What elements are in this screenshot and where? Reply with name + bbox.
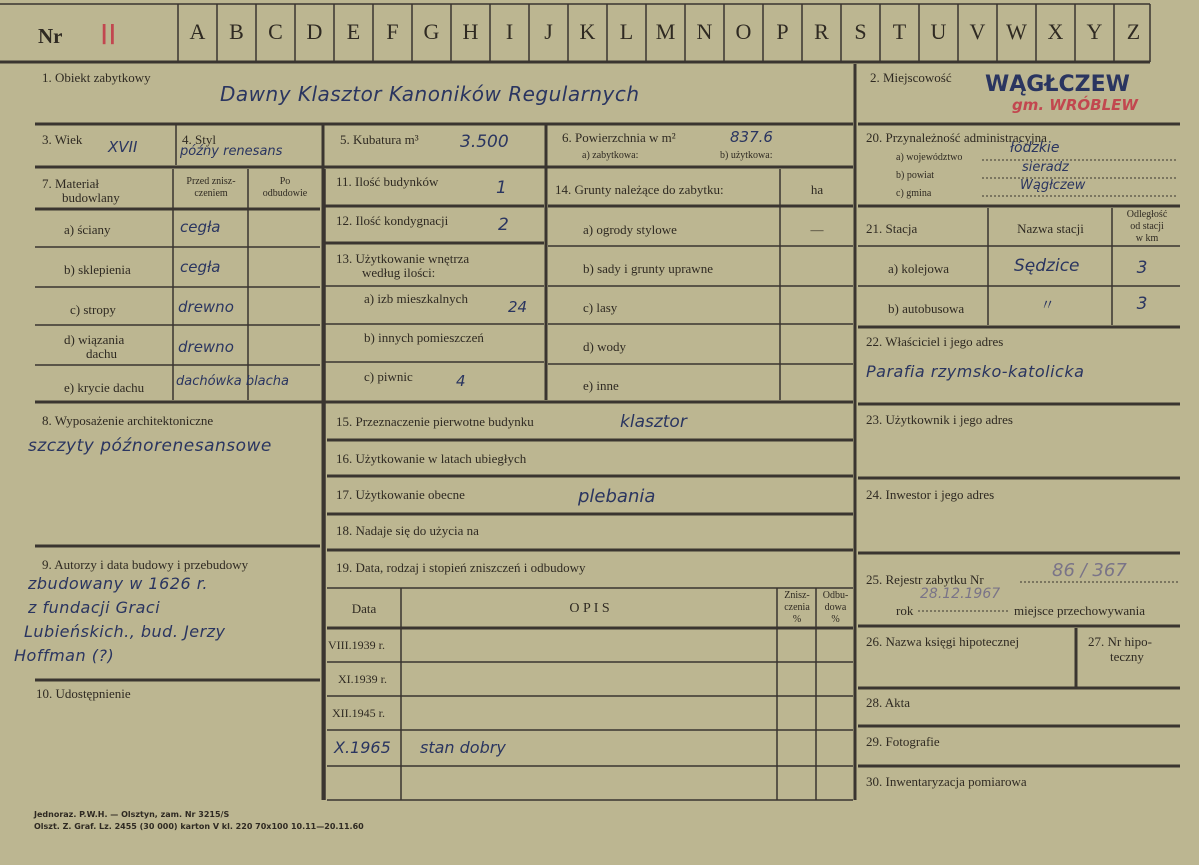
index-letter-m: M — [655, 19, 676, 44]
f24-label: 24. Inwestor i jego adres — [866, 487, 995, 502]
index-letter-x: X — [1047, 19, 1064, 44]
f7-label: 7. Materiał — [42, 176, 100, 191]
f21-b-dist: 3 — [1136, 294, 1148, 314]
f7-col-after-2: odbudowie — [262, 188, 308, 199]
index-letter-o: O — [735, 19, 752, 44]
f19-col-zn: Znisz- — [784, 590, 810, 601]
f13-a-label: a) izb mieszkalnych — [364, 291, 468, 306]
f14-row-e-label: e) inne — [583, 378, 619, 393]
f13-label: 13. Użytkowanie wnętrza — [336, 251, 470, 266]
f7-col-after: Po — [279, 176, 291, 187]
f27-label: 27. Nr hipo- — [1088, 634, 1152, 649]
f19-row-2-date: XI.1939 r. — [338, 672, 387, 686]
index-letter-h: H — [462, 19, 479, 44]
f12-value: 2 — [498, 215, 509, 235]
index-letter-z: Z — [1126, 19, 1141, 44]
f19-col-od-3: % — [831, 614, 840, 625]
f7-col-before: Przed znisz- — [186, 176, 236, 187]
f2-sub: gm. WRÓBLEW — [1012, 96, 1138, 114]
f14-row-a-value: — — [810, 222, 824, 237]
f7-row-a-label: a) ściany — [64, 222, 111, 237]
f21-a-name: Sędzice — [1014, 256, 1080, 276]
f21-col-dist-2: od stacji — [1130, 221, 1164, 232]
f14-row-c-label: c) lasy — [583, 300, 618, 315]
f20-label: 20. Przynależność administracyjna — [866, 130, 1047, 145]
f21-col-dist-3: w km — [1135, 233, 1159, 244]
index-letter-k: K — [579, 19, 596, 44]
footer-line-1: Jednoraz. P.W.H. — Olsztyn, zam. Nr 3215/S — [34, 810, 230, 819]
index-letter-e: E — [346, 19, 361, 44]
f2-value: WĄGŁCZEW — [985, 72, 1130, 97]
f19-label: 19. Data, rodzaj i stopień zniszczeń i odbudowy — [336, 560, 586, 575]
f16-label: 16. Użytkowanie w latach ubiegłych — [336, 451, 527, 466]
index-letter-w: W — [1006, 19, 1027, 44]
f7-row-c-value: drewno — [178, 298, 234, 316]
f17-value: plebania — [578, 486, 656, 507]
index-letter-r: R — [814, 19, 829, 44]
index-letter-f: F — [386, 19, 399, 44]
f19-row-4-date: X.1965 — [334, 738, 391, 757]
f20-b-value: sieradz — [1022, 160, 1069, 175]
f14-row-d-label: d) wody — [583, 339, 626, 354]
f19-row-3-date: XII.1945 r. — [332, 706, 385, 720]
f11-label: 11. Ilość budynków — [336, 174, 439, 189]
f5-value: 3.500 — [460, 132, 509, 152]
f21-b-label: b) autobusowa — [888, 301, 965, 316]
f7-row-b-value: cegła — [180, 258, 221, 276]
f7-row-e-value: dachówka blacha — [176, 374, 290, 389]
f25-miejsce: miejsce przechowywania — [1014, 603, 1146, 618]
f7-row-d-label: d) wiązania — [64, 332, 125, 347]
f7-label-2: budowlany — [62, 190, 120, 205]
f19-col-od: Odbu- — [822, 590, 849, 601]
f9-label: 9. Autorzy i data budowy i przebudowy — [42, 557, 249, 572]
f19-col-od-2: dowa — [824, 602, 847, 613]
f19-row-4-opis: stan dobry — [420, 738, 506, 757]
f19-col-opis: O P I S — [569, 601, 610, 616]
f15-label: 15. Przeznaczenie pierwotne budynku — [336, 414, 534, 429]
f9-line-4: Hoffman (?) — [14, 646, 115, 665]
index-letter-v: V — [969, 19, 986, 44]
f13-c-value: 4 — [456, 372, 466, 390]
f14-unit: ha — [810, 182, 824, 197]
f20-c-value: Wągłczew — [1020, 178, 1086, 193]
f21-a-label: a) kolejowa — [888, 261, 950, 276]
f25-label: 25. Rejestr zabytku Nr — [866, 572, 984, 587]
f25-rok-label: rok — [896, 603, 914, 618]
f21-label: 21. Stacja — [866, 221, 918, 236]
f25-rok-value: 28.12.1967 — [920, 586, 1001, 602]
index-letter-n: N — [696, 19, 713, 44]
f23-label: 23. Użytkownik i jego adres — [866, 412, 1013, 427]
index-letter-a: A — [189, 19, 206, 44]
f7-row-c-label: c) stropy — [70, 302, 116, 317]
f9-line-1: zbudowany w 1626 r. — [28, 574, 208, 593]
f30-label: 30. Inwentaryzacja pomiarowa — [866, 774, 1027, 789]
f19-col-zn-3: % — [792, 614, 802, 625]
f22-value: Parafia rzymsko-katolicka — [866, 362, 1085, 381]
index-letter-c: C — [268, 19, 283, 44]
f21-col-name: Nazwa stacji — [1017, 221, 1084, 236]
f6-value: 837.6 — [730, 128, 773, 146]
f11-value: 1 — [496, 178, 507, 198]
index-letter-g: G — [423, 19, 440, 44]
f27-label-2: teczny — [1110, 649, 1144, 664]
f6-sub-b: b) użytkowa: — [720, 150, 773, 161]
index-letter-d: D — [306, 19, 323, 44]
f10-label: 10. Udostępnienie — [36, 686, 131, 701]
f13-c-label: c) piwnic — [364, 369, 413, 384]
f14-label: 14. Grunty należące do zabytku: — [555, 182, 724, 197]
f7-row-e-label: e) krycie dachu — [64, 380, 145, 395]
f3-label: 3. Wiek — [42, 132, 83, 147]
f21-col-dist: Odległość — [1126, 209, 1168, 220]
f22-label: 22. Właściciel i jego adres — [866, 334, 1004, 349]
f7-row-d-value: drewno — [178, 338, 234, 356]
f7-row-a-value: cegła — [180, 218, 221, 236]
f9-line-3: Lubieńskich., bud. Jerzy — [24, 622, 226, 641]
f19-col-zn-2: czenia — [784, 602, 810, 613]
f5-label: 5. Kubatura m³ — [340, 132, 419, 147]
f13-label-2: według ilości: — [362, 265, 436, 280]
index-letter-l: L — [619, 19, 634, 44]
f7-row-d-label-2: dachu — [86, 346, 118, 361]
nr-value: II — [100, 18, 117, 51]
index-letter-t: T — [892, 19, 907, 44]
f13-b-label: b) innych pomieszczeń — [364, 330, 484, 345]
index-letter-i: I — [505, 19, 514, 44]
f13-a-value: 24 — [508, 298, 528, 316]
f2-label: 2. Miejscowość — [870, 70, 952, 85]
f4-value: późny renesans — [180, 144, 283, 159]
f17-label: 17. Użytkowanie obecne — [336, 487, 465, 502]
f6-sub-a: a) zabytkowa: — [582, 150, 639, 161]
f3-value: XVII — [108, 138, 138, 156]
f1-value: Dawny Klasztor Kanoników Regularnych — [220, 82, 640, 106]
f28-label: 28. Akta — [866, 695, 911, 710]
f21-a-dist: 3 — [1136, 258, 1148, 278]
f20-b-label: b) powiat — [896, 170, 935, 181]
index-letter-p: P — [776, 19, 789, 44]
index-letter-s: S — [854, 19, 867, 44]
f8-label: 8. Wyposażenie architektoniczne — [42, 413, 214, 428]
f20-a-label: a) województwo — [896, 152, 963, 163]
f21-b-name: 〃 — [1040, 296, 1056, 314]
index-letter-y: Y — [1086, 19, 1103, 44]
f8-value: szczyty późnorenesansowe — [28, 436, 272, 456]
index-letter-b: B — [229, 19, 244, 44]
f19-row-1-date: VIII.1939 r. — [328, 638, 385, 652]
f14-row-a-label: a) ogrody stylowe — [583, 222, 677, 237]
f26-label: 26. Nazwa księgi hipotecznej — [866, 634, 1020, 649]
f20-c-label: c) gmina — [896, 188, 932, 199]
f9-line-2: z fundacji Graci — [28, 598, 161, 617]
f18-label: 18. Nadaje się do użycia na — [336, 523, 479, 538]
f25-value: 86 / 367 — [1052, 560, 1127, 581]
footer-line-2: Olszt. Z. Graf. Lz. 2455 (30 000) karton V kl. 220 70x100 10.11—20.11.60 — [34, 822, 364, 831]
f20-a-value: łódzkie — [1010, 140, 1060, 156]
f7-col-before-2: czeniem — [194, 188, 228, 199]
f12-label: 12. Ilość kondygnacji — [336, 213, 449, 228]
nr-label: Nr — [38, 24, 63, 48]
f4-label: 4. Styl — [182, 132, 216, 147]
f15-value: klasztor — [620, 412, 687, 432]
f7-row-b-label: b) sklepienia — [64, 262, 131, 277]
f1-label: 1. Obiekt zabytkowy — [42, 70, 151, 85]
index-letter-u: U — [930, 19, 947, 44]
index-letter-j: J — [544, 19, 553, 44]
f29-label: 29. Fotografie — [866, 734, 940, 749]
f6-label: 6. Powierzchnia w m² — [562, 130, 676, 145]
f14-row-b-label: b) sady i grunty uprawne — [583, 261, 713, 276]
f19-col-date: Data — [351, 601, 377, 616]
